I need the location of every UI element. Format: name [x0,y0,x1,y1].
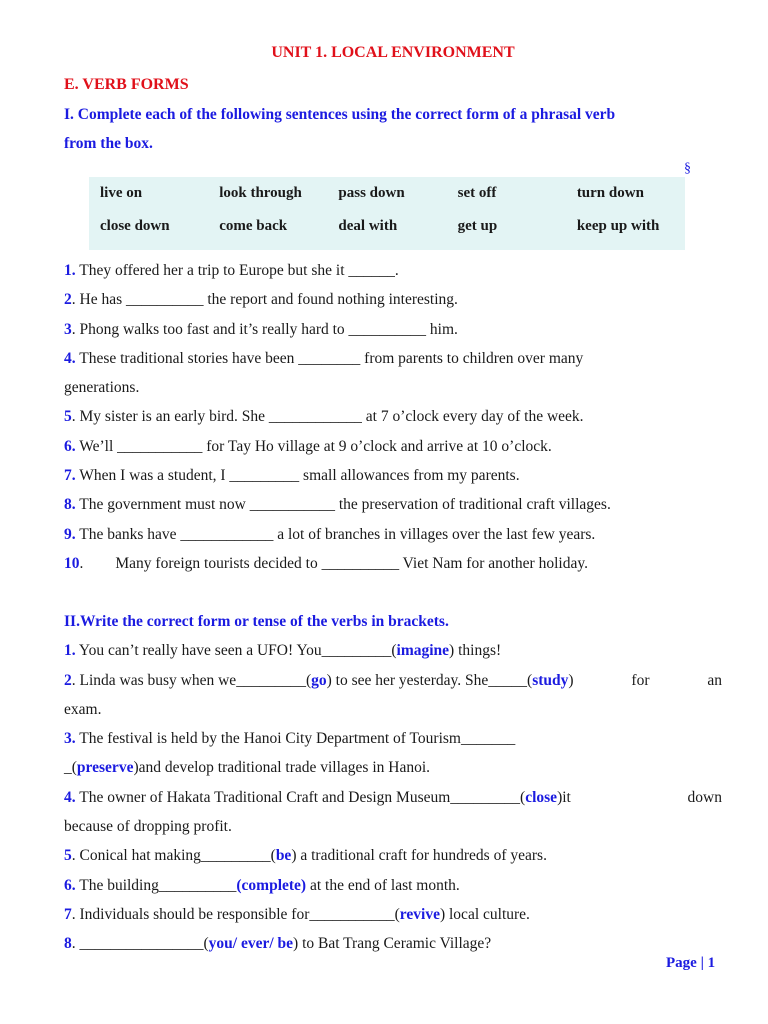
item-text: ) things! [449,642,502,660]
item-number: 3. [64,730,76,748]
item-text: ) [568,671,574,689]
item-text: Many foreign tourists decided to __________ Viet Nam for another holiday. [115,554,588,572]
exercise2-item-3 [64,724,722,753]
verb-in-brackets: preserve [76,759,134,777]
section-mark: § [684,161,691,176]
item-number: 4. [64,349,76,367]
item-number: 3 [64,320,72,338]
word-box-cell: look through [219,185,302,201]
exercise1-item-1 [64,256,722,285]
exercise1-item-9 [64,520,722,549]
exercise1-item-4 [64,344,722,403]
verb-in-brackets: study [532,671,569,689]
item-number: 7 [64,905,72,923]
item-number: 8 [64,935,72,953]
verb-in-brackets: imagine [396,642,450,660]
item-text: The owner of Hakata Traditional Craft and Design Museum_________( [75,788,526,806]
verb-in-brackets: close [525,788,558,806]
item-text: ) a traditional craft for hundreds of years. [291,847,547,865]
exercise1-heading [64,100,722,158]
exercise1-item-5 [64,402,722,431]
word-box-cell: pass down [338,185,405,201]
item-text: ) to Bat Trang Ceramic Village? [293,935,492,953]
item-number: 2 [64,291,72,309]
item-text: ) to see her yesterday. She_____( [326,671,533,689]
exercise1-item-10 [64,549,722,578]
page-number: Page | 1 [666,955,716,971]
word-box-row-2 [89,210,685,243]
item-number: 10 [64,554,80,572]
item-text: . My sister is an early bird. She ____________ at 7 o’clock every day of the week. [71,408,584,426]
item-text: The festival is held by the Hanoi City Department of Tourism_______ [75,730,516,748]
item-text: ) local culture. [439,905,530,923]
item-number: 1. [64,642,76,660]
item-text: They offered her a trip to Europe but she it ______. [75,262,399,279]
item-text: for [631,671,650,689]
worksheet-page [64,40,722,953]
exercise2-item-2 [64,666,722,695]
item-text: . Conical hat making_________( [71,847,276,865]
item-number: 6. [64,437,76,455]
exercise1-item-8 [64,490,722,519]
item-text: an [707,671,722,689]
item-text: down [687,788,722,806]
unit-title: UNIT 1. LOCAL ENVIRONMENT [271,44,515,61]
item-number: 6. [64,876,76,894]
item-number: 1. [64,262,76,279]
exercise2-item-4-continued: because of dropping profit. [64,818,232,836]
exercise2-item-6 [64,871,722,900]
item-text: . [79,554,84,572]
exercise2-item-1 [64,636,722,665]
item-text: The building__________ [75,876,237,894]
exercise2-item-8 [64,929,722,958]
section-title: E. VERB FORMS [64,76,189,93]
item-text: . ________________( [71,935,209,953]
exercise1-heading-line2: from the box. [64,135,153,152]
verb-in-brackets: you/ ever/ be [208,935,294,953]
verb-in-brackets: be [275,847,292,865]
word-box-row-1 [89,177,685,210]
exercise2-item-7 [64,900,722,929]
word-box-cell: live on [100,185,143,201]
word-box-cell: close down [100,218,170,234]
exercise1-list [64,256,722,578]
word-box-cell: come back [219,218,288,234]
item-text: )it [557,788,571,806]
phrasal-verb-box [89,177,685,250]
exercise2-item-5 [64,841,722,870]
exercise2-item-3-continued [64,753,722,782]
item-text: When I was a student, I _________ small allowances from my parents. [75,467,520,485]
item-number: 9. [64,525,76,543]
item-text: )and develop traditional trade villages in Hanoi. [133,759,431,777]
item-number: 7. [64,467,76,485]
item-text: . Linda was busy when we_________( [71,671,312,689]
item-text: . Individuals should be responsible for___________( [71,905,400,923]
verb-in-brackets: revive [399,905,440,923]
word-box-cell: keep up with [576,218,660,234]
verb-in-brackets: go [311,671,327,689]
exercise1-item-7 [64,461,722,490]
word-box-cell: deal with [338,218,398,234]
exercise1-item-2 [64,285,722,314]
item-text: The banks have ____________ a lot of branches in villages over the last few years. [75,525,596,543]
item-number: 2 [64,671,72,689]
exercise2-item-2-continued: exam. [64,700,102,718]
word-box-cell: set off [457,185,497,201]
exercise1-item-3 [64,315,722,344]
item-text-continued: generations. [64,379,140,397]
item-number: 8. [64,496,76,514]
item-text: _( [64,759,77,777]
item-text: The government must now ___________ the preservation of traditional craft villages. [75,496,611,514]
item-text: You can’t really have seen a UFO! You_________( [75,642,397,660]
exercise1-item-6 [64,432,722,461]
exercise2-item-4 [64,783,722,812]
word-box-cell: turn down [576,185,644,201]
word-box-cell: get up [457,218,498,234]
exercise1-heading-line1: I. Complete each of the following sentences using the correct form of a phrasal verb [64,106,616,123]
exercise2-heading: II.Write the correct form or tense of the verbs in brackets. [64,613,449,630]
item-text: . Phong walks too fast and it’s really hard to __________ him. [71,320,458,338]
item-text: at the end of last month. [306,876,460,894]
item-text: . He has __________ the report and found nothing interesting. [71,291,458,309]
item-number: 4. [64,788,76,806]
item-number: 5 [64,847,72,865]
item-number: 5 [64,408,72,426]
exercise2 [64,607,722,959]
item-text: These traditional stories have been ________ from parents to children over many [75,349,584,367]
verb-in-brackets: (complete) [236,876,307,894]
item-text: We’ll ___________ for Tay Ho village at 9 o’clock and arrive at 10 o’clock. [75,437,552,455]
